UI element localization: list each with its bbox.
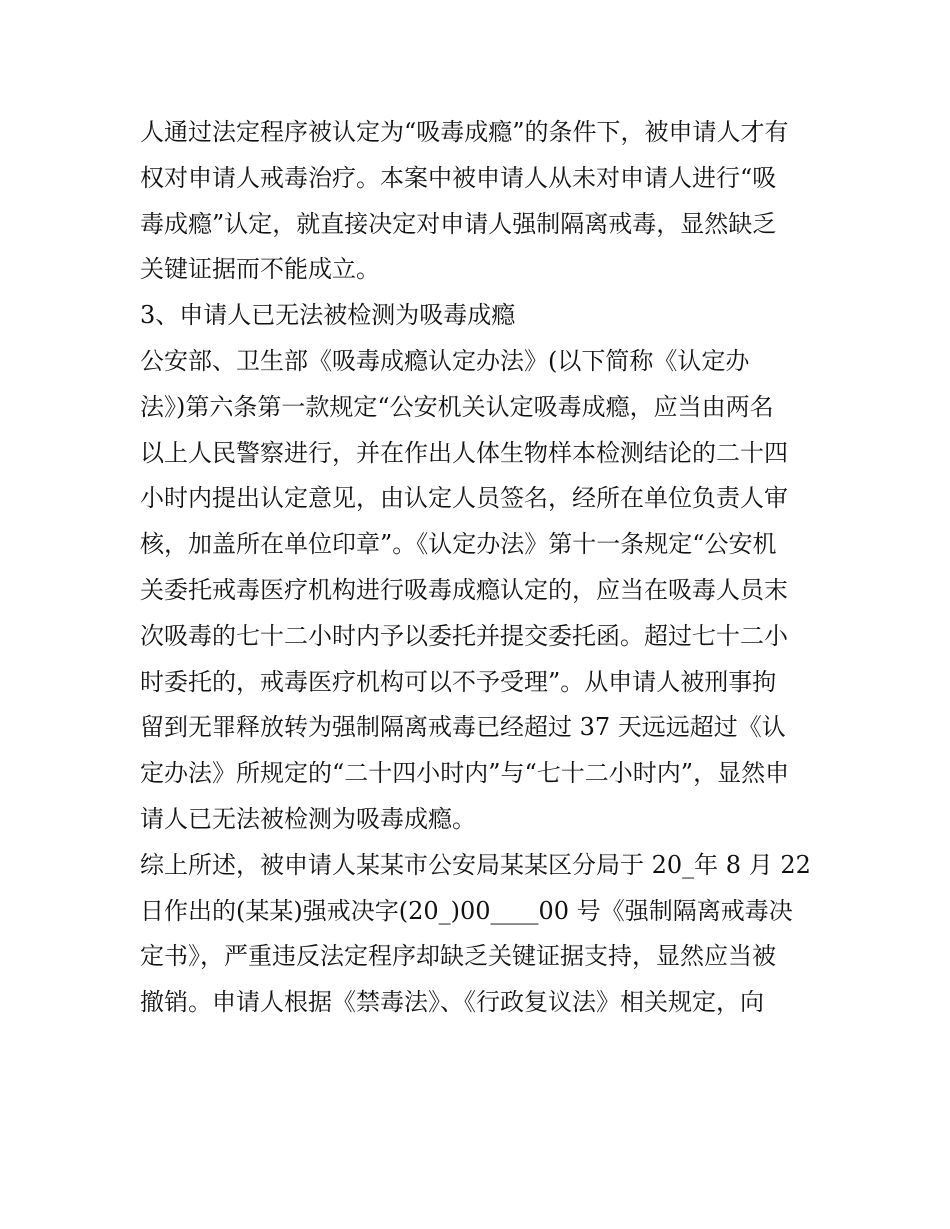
- text-line-10: 核，加盖所在单位印章”。《认定办法》第十一条规定“公安机: [140, 530, 777, 559]
- text-line-9: 小时内提出认定意见，由认定人员签名，经所在单位负责人审: [140, 484, 788, 513]
- text-line-19: 定书》，严重违反法定程序却缺乏关键证据支持，显然应当被: [140, 942, 776, 971]
- text-line-18: 日作出的(某某)强戒决字(20_)00____00 号《强制隔离戒毒决: [140, 896, 793, 925]
- text-line-3: 毒成瘾”认定，就直接决定对申请人强制隔离戒毒，显然缺乏: [140, 209, 777, 238]
- text-line-20: 撤销。申请人根据《禁毒法》、《行政复议法》相关规定，向: [140, 988, 764, 1017]
- text-line-13: 时委托的，戒毒医疗机构可以不予受理”。从申请人被刑事拘: [140, 667, 777, 696]
- text-line-12: 次吸毒的七十二小时内予以委托并提交委托函。超过七十二小: [140, 621, 788, 650]
- text-line-11: 关委托戒毒医疗机构进行吸毒成瘾认定的，应当在吸毒人员末: [140, 575, 788, 604]
- text-line-15: 定办法》所规定的“二十四小时内”与“七十二小时内”，显然申: [140, 759, 790, 788]
- text-line-17: 综上所述，被申请人某某市公安局某某区分局于 20_年 8 月 22: [140, 850, 811, 879]
- text-line-4: 关键证据而不能成立。: [140, 255, 380, 284]
- text-line-2: 权对申请人戒毒治疗。本案中被申请人从未对申请人进行“吸: [140, 163, 777, 192]
- text-line-8: 以上人民警察进行，并在作出人体生物样本检测结论的二十四: [140, 438, 788, 467]
- section-heading: 3、申请人已无法被检测为吸毒成瘾: [140, 301, 516, 330]
- text-line-14: 留到无罪释放转为强制隔离戒毒已经超过 37 天远远超过《认: [140, 713, 786, 742]
- text-line-1: 人通过法定程序被认定为“吸毒成瘾”的条件下，被申请人才有: [140, 118, 789, 146]
- document-body: [140, 110, 820, 1026]
- text-line-6: 公安部、卫生部《吸毒成瘾认定办法》(以下简称《认定办: [140, 346, 750, 375]
- text-line-7: 法》)第六条第一款规定“公安机关认定吸毒成瘾，应当由两名: [140, 392, 774, 421]
- text-line-16: 请人已无法被检测为吸毒成瘾。: [140, 804, 476, 833]
